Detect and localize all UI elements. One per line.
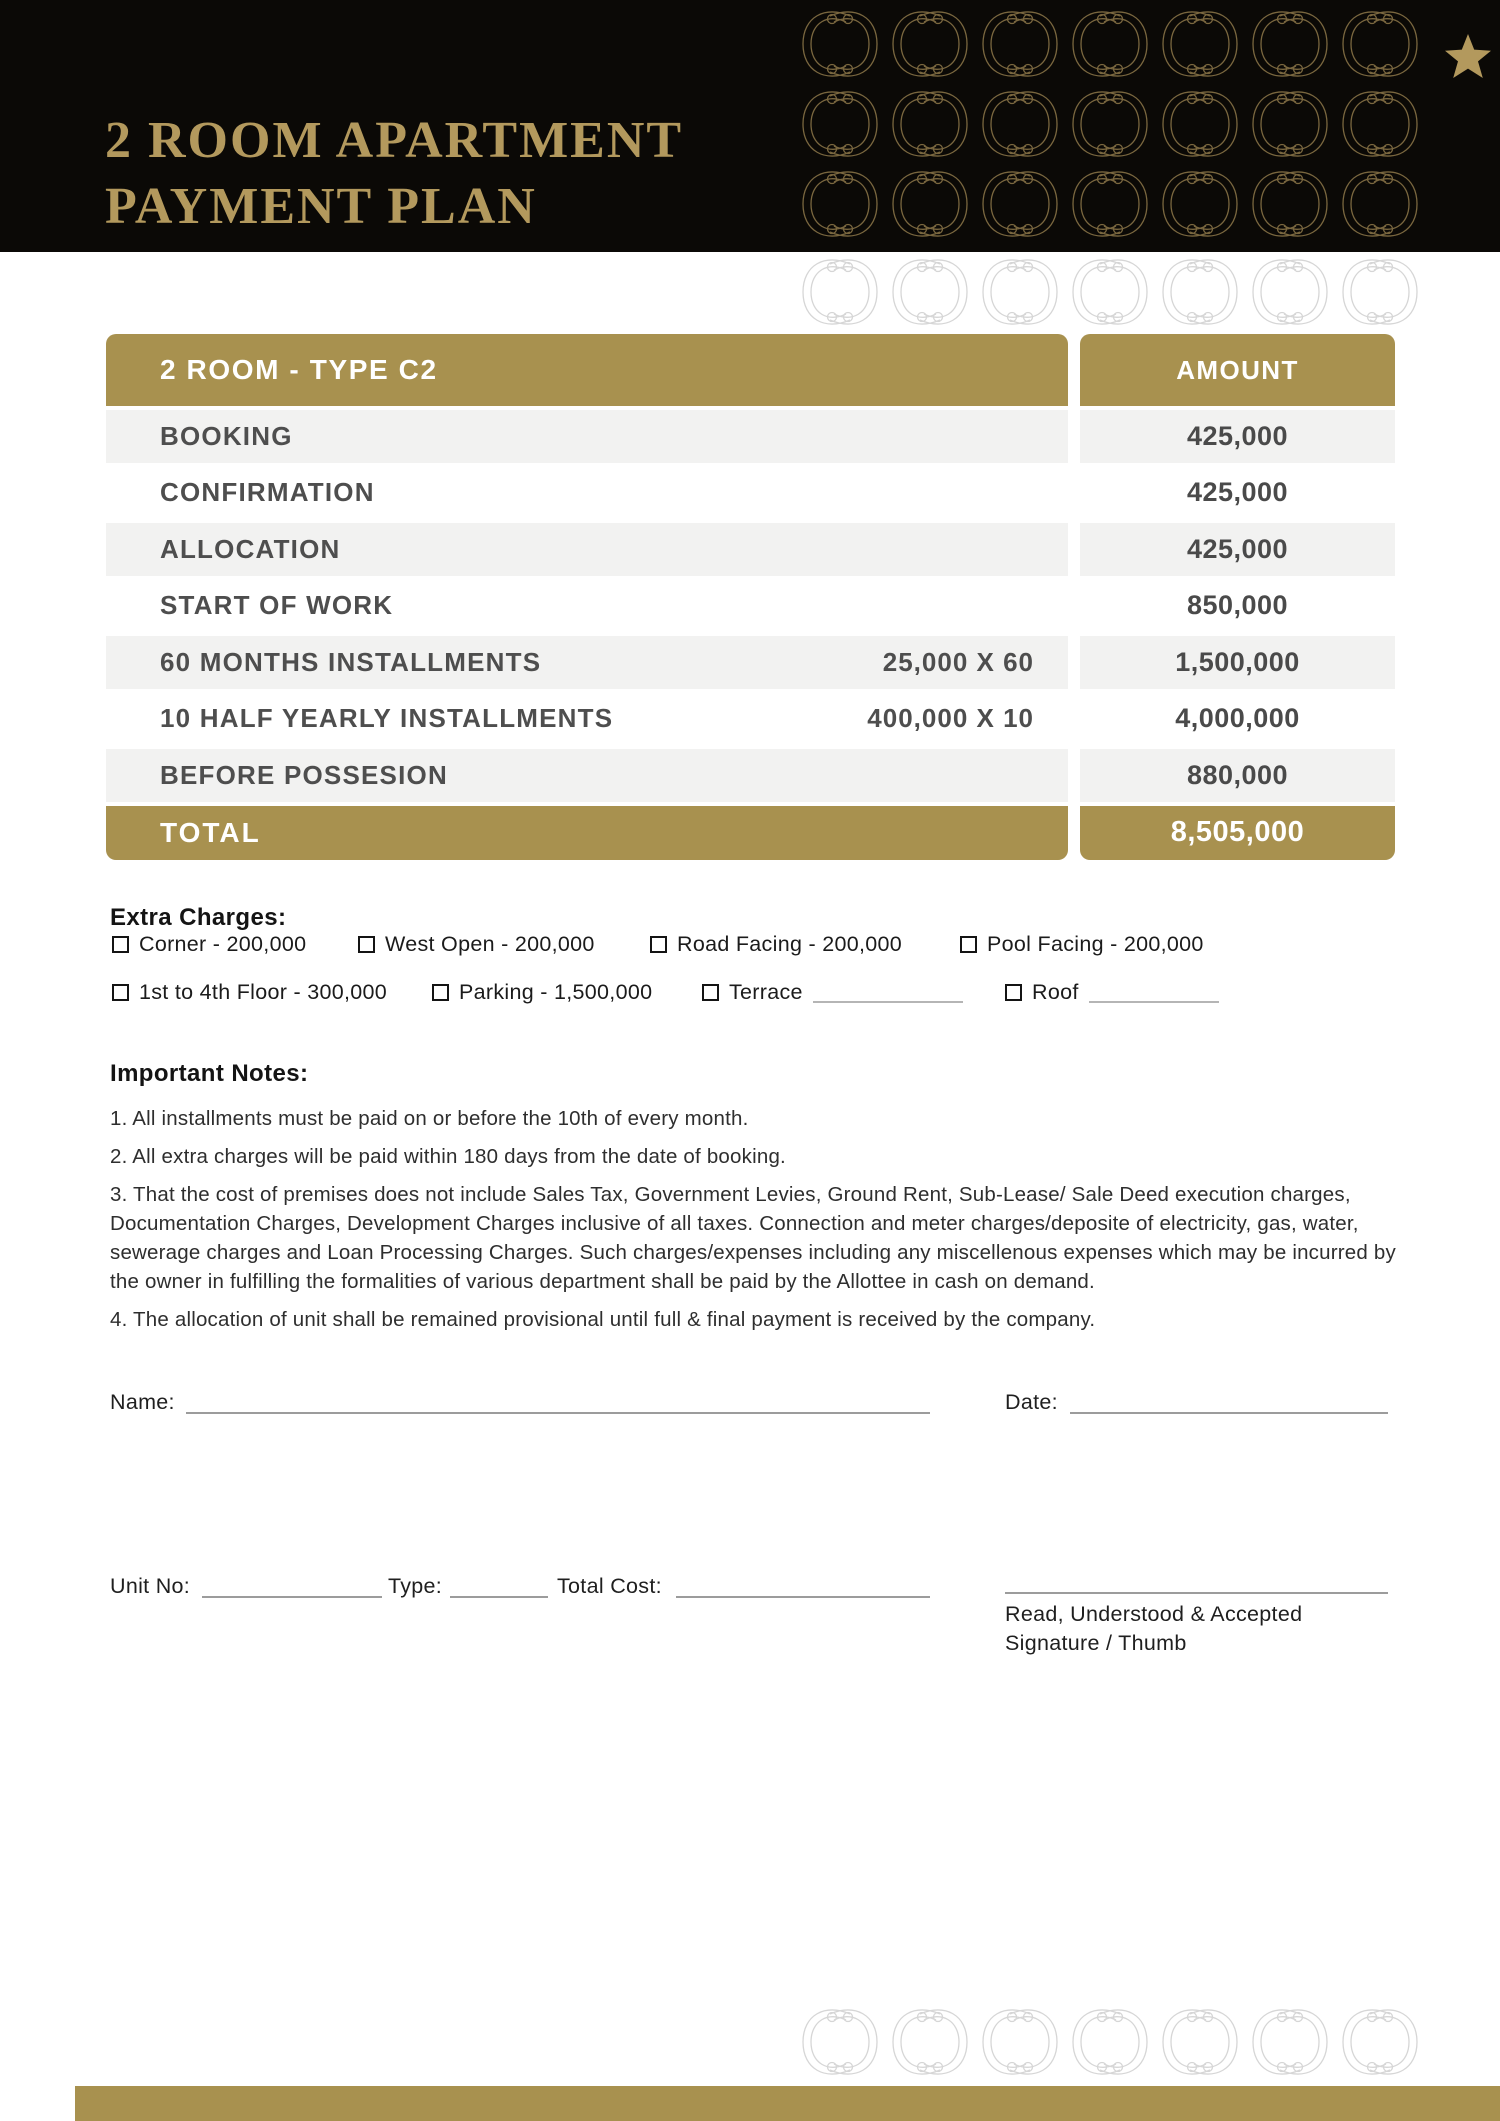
monogram-icon <box>1065 164 1155 244</box>
table-row <box>106 580 1395 637</box>
unit-no-label: Unit No: <box>110 1574 191 1598</box>
checkbox-icon[interactable] <box>960 936 977 953</box>
monogram-icon <box>1065 84 1155 164</box>
checkbox-icon[interactable] <box>702 984 719 1001</box>
extra-charge-label: Road Facing - 200,000 <box>677 932 903 956</box>
plan-column-header <box>106 334 1068 406</box>
extra-charge-label: 1st to 4th Floor - 300,000 <box>139 980 388 1004</box>
checkbox-icon[interactable] <box>650 936 667 953</box>
row-label: BOOKING <box>160 420 293 451</box>
monogram-icon <box>795 84 885 164</box>
monogram-icon <box>1245 84 1335 164</box>
monogram-icon <box>1245 2002 1335 2082</box>
extra-charge-label: Roof <box>1032 980 1079 1004</box>
row-label: ALLOCATION <box>160 533 341 564</box>
total-cost-label: Total Cost: <box>557 1574 662 1598</box>
type-label: Type: <box>388 1574 443 1598</box>
terrace-amount-line[interactable] <box>813 983 963 1003</box>
row-label: 60 MONTHS INSTALLMENTS <box>160 646 542 677</box>
monogram-icon <box>1065 2002 1155 2082</box>
table-row <box>106 523 1395 580</box>
table-row <box>106 410 1395 467</box>
monogram-icon <box>1065 4 1155 84</box>
monogram-icon <box>885 164 975 244</box>
total-amount: 8,505,000 <box>1080 806 1395 860</box>
table-row <box>106 693 1395 750</box>
monogram-icon <box>885 4 975 84</box>
extra-charge-label: Pool Facing - 200,000 <box>987 932 1204 956</box>
column-gap <box>1068 334 1080 406</box>
name-line[interactable] <box>186 1392 930 1414</box>
note-1: 1. All installments must be paid on or before the 10th of every month. <box>110 1107 749 1130</box>
row-amount: 1,500,000 <box>1080 636 1395 693</box>
monogram-icon <box>1245 164 1335 244</box>
signature-line[interactable] <box>1005 1572 1388 1594</box>
monogram-icon <box>1245 252 1335 332</box>
row-label: CONFIRMATION <box>160 477 375 508</box>
name-label: Name: <box>110 1390 175 1414</box>
monogram-icon <box>1335 84 1425 164</box>
row-amount: 850,000 <box>1080 580 1395 637</box>
monogram-icon <box>795 252 885 332</box>
extra-charge-item-floor <box>112 980 387 1005</box>
note-2: 2. All extra charges will be paid within 180 days from the date of booking. <box>110 1145 786 1168</box>
signature-caption-line2: Signature / Thumb <box>1005 1631 1187 1655</box>
extra-charge-label: Terrace <box>729 980 803 1004</box>
row-detail: 25,000 X 60 <box>882 646 1034 677</box>
total-label: TOTAL <box>106 806 1068 860</box>
checkbox-icon[interactable] <box>1005 984 1022 1001</box>
monogram-icon <box>885 2002 975 2082</box>
monogram-icon <box>975 164 1065 244</box>
table-row <box>106 467 1395 524</box>
row-amount: 4,000,000 <box>1080 693 1395 750</box>
star-icon <box>1444 34 1492 80</box>
amount-column-header-label: AMOUNT <box>1176 354 1299 385</box>
footer-gold-band <box>75 2086 1500 2121</box>
monogram-icon <box>885 252 975 332</box>
note-3: 3. That the cost of premises does not include Sales Tax, Government Levies, Ground Rent, Sub-Lease/ Sale Deed execution charges, Documentation Charges, Development Charges inclusive of all taxes. Connection and meter charges/deposite of electricity, gas, water, sewerage charges and Loan Processing Charges. Such charges/expenses including any miscellenous expenses which may be incurred by the owner in fulfilling the formalities of various department shall be paid by the Allottee in cash on demand. <box>110 1183 1396 1293</box>
row-label: 10 HALF YEARLY INSTALLMENTS <box>160 703 614 734</box>
monogram-icon <box>1335 252 1425 332</box>
date-line[interactable] <box>1070 1392 1388 1414</box>
checkbox-icon[interactable] <box>112 936 129 953</box>
monogram-icon <box>1335 2002 1425 2082</box>
checkbox-icon[interactable] <box>112 984 129 1001</box>
row-detail: 400,000 X 10 <box>867 703 1034 734</box>
extra-charge-label: Corner - 200,000 <box>139 932 307 956</box>
table-header-row <box>106 334 1395 406</box>
page-title <box>105 108 683 239</box>
price-table <box>106 334 1395 860</box>
monogram-icon <box>1335 164 1425 244</box>
extra-charge-item-terrace <box>702 980 963 1005</box>
monogram-icon <box>1155 4 1245 84</box>
total-cost-line[interactable] <box>676 1576 930 1598</box>
total-row <box>106 806 1395 860</box>
extra-charge-item-road-facing <box>650 932 902 957</box>
monogram-icon <box>975 4 1065 84</box>
top-band <box>0 0 1500 252</box>
row-label: START OF WORK <box>160 590 394 621</box>
row-amount: 880,000 <box>1080 749 1395 806</box>
extra-charge-item-corner <box>112 932 306 957</box>
extra-charge-item-west-open <box>358 932 595 957</box>
monogram-icon <box>1155 84 1245 164</box>
roof-amount-line[interactable] <box>1089 983 1219 1003</box>
extra-charge-item-parking <box>432 980 652 1005</box>
monogram-pattern-light-bottom <box>795 2002 1425 2082</box>
monogram-icon <box>885 84 975 164</box>
extra-charge-item-pool-facing <box>960 932 1204 957</box>
table-row <box>106 636 1395 693</box>
signature-caption <box>1005 1600 1302 1658</box>
amount-column-header <box>1080 334 1395 406</box>
monogram-icon <box>1155 164 1245 244</box>
monogram-icon <box>1245 4 1335 84</box>
row-label: BEFORE POSSESION <box>160 759 448 790</box>
monogram-icon <box>795 2002 885 2082</box>
checkbox-icon[interactable] <box>358 936 375 953</box>
monogram-icon <box>975 2002 1065 2082</box>
row-amount: 425,000 <box>1080 467 1395 524</box>
monogram-icon <box>1155 252 1245 332</box>
monogram-icon <box>795 4 885 84</box>
row-amount: 425,000 <box>1080 523 1395 580</box>
important-notes-heading: Important Notes: <box>110 1060 309 1087</box>
table-row <box>106 749 1395 806</box>
page-title-line1: 2 ROOM APARTMENT <box>105 112 684 169</box>
important-notes <box>110 1060 1398 1343</box>
extra-charge-item-roof <box>1005 980 1219 1005</box>
date-label: Date: <box>1005 1390 1058 1414</box>
monogram-icon <box>1065 252 1155 332</box>
checkbox-icon[interactable] <box>432 984 449 1001</box>
row-amount: 425,000 <box>1080 410 1395 467</box>
unit-no-line[interactable] <box>202 1576 382 1598</box>
monogram-icon <box>975 84 1065 164</box>
monogram-pattern-dark <box>795 4 1425 244</box>
monogram-icon <box>975 252 1065 332</box>
plan-column-header-label: 2 ROOM - TYPE C2 <box>160 354 438 385</box>
type-line[interactable] <box>450 1576 548 1598</box>
extra-charges-heading: Extra Charges: <box>110 904 287 931</box>
monogram-pattern-light-top <box>795 252 1425 332</box>
extra-charge-label: Parking - 1,500,000 <box>459 980 653 1004</box>
page-title-line2: PAYMENT PLAN <box>105 177 537 235</box>
monogram-icon <box>795 164 885 244</box>
signature-caption-line1: Read, Understood & Accepted <box>1005 1602 1303 1626</box>
monogram-icon <box>1335 4 1425 84</box>
monogram-icon <box>1155 2002 1245 2082</box>
extra-charge-label: West Open - 200,000 <box>385 932 595 956</box>
note-4: 4. The allocation of unit shall be remained provisional until full & final payment is received by the company. <box>110 1308 1096 1331</box>
